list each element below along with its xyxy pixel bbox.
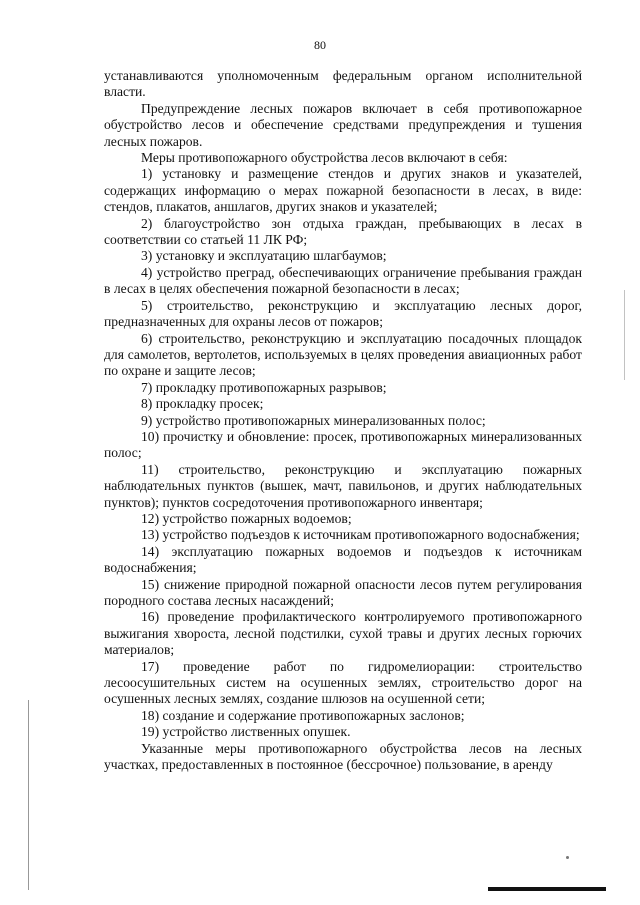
list-item-6: 6) строительство, реконструкцию и эксплуатацию посадочных площадок для самолетов, вертолетов, используемых в целях проведения авиационных работ по охране и защите лесов; [104, 330, 582, 379]
paragraph-closing: Указанные меры противопожарного обустройства лесов на лесных участках, предоставленных в постоянное (бессрочное) пользование, в аренду [104, 740, 582, 773]
document-body [104, 68, 582, 773]
list-item-17: 17) проведение работ по гидромелиорации: строительство лесоосушительных систем на осушенных землях, строительство дорог на осушенных лесных землях, создание шлюзов на осушенной сети; [104, 658, 582, 707]
list-item-8: 8) прокладку просек; [141, 396, 264, 412]
list-item-9: 9) устройство противопожарных минерализованных полос; [141, 412, 486, 428]
paragraph-measures-intro: Меры противопожарного обустройства лесов включают в себя: [141, 150, 508, 166]
list-item-19: 19) устройство лиственных опушек. [141, 724, 351, 740]
list-item-3: 3) установку и эксплуатацию шлагбаумов; [141, 248, 387, 264]
list-item-13: 13) устройство подъездов к источникам противопожарного водоснабжения; [141, 527, 580, 543]
scan-edge-bar-bottom [488, 887, 606, 891]
page-number: 80 [314, 38, 326, 52]
paragraph-fire-prevention: Предупреждение лесных пожаров включает в себя противопожарное обустройство лесов и обеспечение средствами предупреждения и тушения лесных пожаров. [104, 100, 582, 149]
list-item-10: 10) прочистку и обновление: просек, противопожарных минерализованных полос; [104, 428, 582, 461]
list-item-7: 7) прокладку противопожарных разрывов; [141, 379, 387, 395]
list-item-2: 2) благоустройство зон отдыха граждан, пребывающих в лесах в соответствии со статьей 11 ЛК РФ; [104, 215, 582, 248]
list-item-14: 14) эксплуатацию пожарных водоемов и подъездов к источникам водоснабжения; [104, 543, 582, 576]
paragraph-continuation: устанавливаются уполномоченным федеральным органом исполнительной власти. [104, 68, 582, 100]
list-item-1: 1) установку и размещение стендов и других знаков и указателей, содержащих информацию о мерах пожарной безопасности в лесах, в виде: стендов, плакатов, аншлагов, других знаков и указателей; [104, 166, 582, 215]
scan-edge-mark-right [624, 290, 625, 380]
scan-speck [566, 856, 569, 859]
list-item-15: 15) снижение природной пожарной опасности лесов путем регулирования породного состава лесных насаждений; [104, 576, 582, 608]
list-item-11: 11) строительство, реконструкцию и эксплуатацию пожарных наблюдательных пунктов (вышек, мачт, павильонов, и других наблюдательных пунктов); пунктов сосредоточения противопожарного инвентаря; [104, 461, 582, 510]
scan-edge-mark-left [28, 700, 29, 890]
list-item-5: 5) строительство, реконструкцию и эксплуатацию лесных дорог, предназначенных для охраны лесов от пожаров; [104, 297, 582, 330]
list-item-18: 18) создание и содержание противопожарных заслонов; [141, 707, 465, 723]
list-item-12: 12) устройство пожарных водоемов; [141, 510, 352, 526]
list-item-16: 16) проведение профилактического контролируемого противопожарного выжигания хвороста, лесной подстилки, сухой травы и других лесных горючих материалов; [104, 609, 582, 658]
list-item-4: 4) устройство преград, обеспечивающих ограничение пребывания граждан в лесах в целях обеспечения пожарной безопасности в лесах; [104, 264, 582, 297]
